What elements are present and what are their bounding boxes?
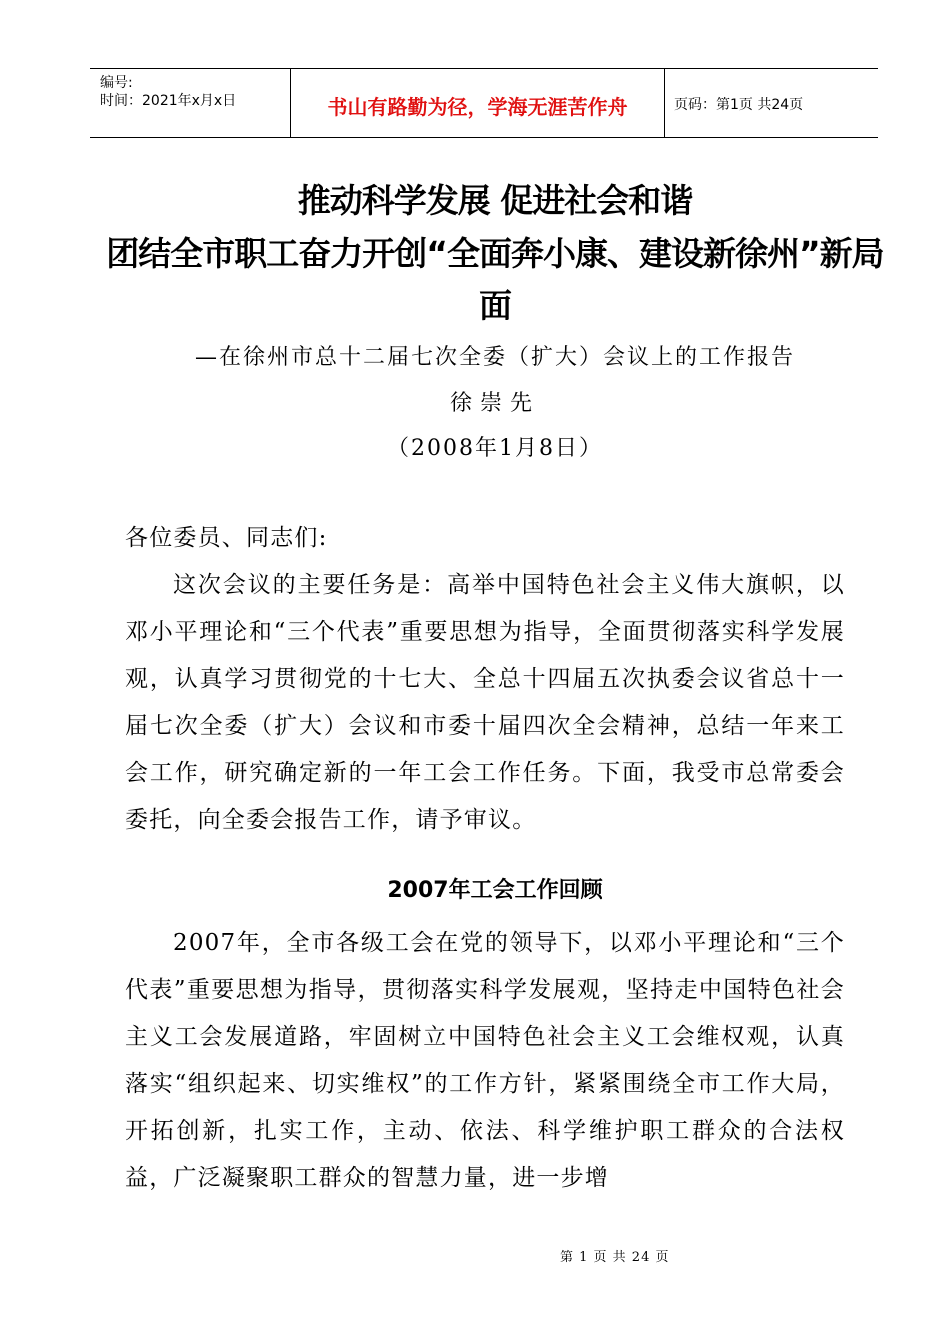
title-line-2: 团结全市职工奋力开创“全面奔小康、建设新徐州”新局 (106, 234, 884, 273)
paragraph-review: 2007年，全市各级工会在党的领导下，以邓小平理论和“三个代表”重要思想为指导，贯彻落实科学发展观，坚持走中国特色社会主义工会发展道路，牢固树立中国特色社会主义工会维权观，认真落实“组织起来、切实维权”的工作方针，紧紧围绕全市工作大局，开拓创新，扎实工作，主动、依法、科学维护职工群众的合法权益，广泛凝聚职工群众的智慧力量，进一步增 (125, 930, 845, 1191)
header-motto-cell (290, 69, 665, 137)
header-page-info: 页码：第1页 共24页 (674, 97, 804, 113)
header-table (90, 68, 878, 138)
title-line-3: 面 (479, 286, 511, 325)
paragraph-intro: 这次会议的主要任务是：高举中国特色社会主义伟大旗帜，以邓小平理论和“三个代表”重要思想为指导，全面贯彻落实科学发展观，认真学习贯彻党的十七大、全总十四届五次执委会议省总十一届七次全委（扩大）会议和市委十届四次全会精神，总结一年来工会工作，研究确定新的一年工会工作任务。下面，我受市总常委会委托，向全委会报告工作，请予审议。 (125, 572, 845, 833)
report-subtitle: —在徐州市总十二届七次全委（扩大）会议上的工作报告 (194, 345, 795, 370)
author-name: 徐崇先 (449, 391, 540, 416)
number-label: 编号: (100, 75, 133, 91)
header-meta-cell (90, 69, 290, 137)
header-page-cell (664, 69, 878, 137)
title-line-1: 推动科学发展 促进社会和谐 (297, 181, 693, 220)
time-label: 时间：2021年x月x日 (100, 93, 237, 109)
salutation: 各位委员、同志们: (125, 525, 328, 551)
header-motto: 书山有路勤为径，学海无涯苦作舟 (327, 95, 628, 119)
report-date: （2008年1月8日） (387, 436, 603, 461)
page-footer: 第 1 页 共 24 页 (560, 1250, 670, 1265)
section-heading: 2007年工会工作回顾 (387, 878, 603, 903)
